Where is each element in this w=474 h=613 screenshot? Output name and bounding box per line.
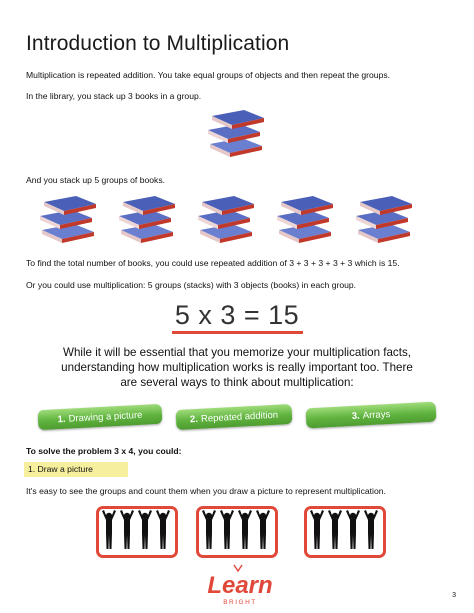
logo-word: Learn <box>207 572 273 599</box>
method-arrays-button[interactable] <box>306 402 437 429</box>
multiplication-text: Or you could use multiplication: 5 groups (stacks) with 3 objects (books) in each group. <box>26 280 357 290</box>
repeated-addition-text: To find the total number of books, you could use repeated addition of 3 + 3 + 3 + 3 + 3 which is 15. <box>26 258 400 268</box>
method-drawing-button[interactable] <box>38 404 163 430</box>
method-label: Repeated addition <box>200 409 279 425</box>
book-stack-icon <box>204 106 268 158</box>
method-repeated-addition-button[interactable] <box>176 404 293 430</box>
people-icon <box>99 509 175 555</box>
figure-group <box>304 506 386 558</box>
people-icon <box>307 509 383 555</box>
figure-group <box>196 506 278 558</box>
method-number: 1. <box>57 413 66 425</box>
book-stack-icon <box>36 192 100 244</box>
groups-text: And you stack up 5 groups of books. <box>26 175 166 185</box>
method-number: 3. <box>351 410 361 422</box>
equation: 5 x 3 = 15 <box>174 300 300 330</box>
page-number: 3 <box>452 592 456 599</box>
book-stack-icon <box>352 192 416 244</box>
learn-bright-logo <box>198 562 282 607</box>
method-label: Drawing a picture <box>68 409 143 425</box>
picture-text: It's easy to see the groups and count them when you draw a picture to represent multiplication. <box>26 486 386 496</box>
method-label: Arrays <box>362 408 391 421</box>
intro-text: Multiplication is repeated addition. You take equal groups of objects and then repeat the groups. <box>26 70 391 80</box>
method-number: 2. <box>189 413 199 425</box>
people-icon <box>199 509 275 555</box>
logo-sub: BRIGHT <box>223 599 257 606</box>
page-title: Introduction to Multiplication <box>26 32 290 55</box>
book-stack-icon <box>115 192 179 244</box>
problem-heading: To solve the problem 3 x 4, you could: <box>26 446 182 456</box>
step-label: 1. Draw a picture <box>28 464 93 474</box>
book-stack-icon <box>273 192 337 244</box>
library-text: In the library, you stack up 3 books in a group. <box>26 91 202 101</box>
figure-group <box>96 506 178 558</box>
equation-underline <box>172 331 303 334</box>
intro-paragraph: While it will be essential that you memorize your multiplication facts, understanding how multiplication works is really important too. There are several ways to think about multiplication: <box>61 346 413 389</box>
book-stack-icon <box>194 192 258 244</box>
